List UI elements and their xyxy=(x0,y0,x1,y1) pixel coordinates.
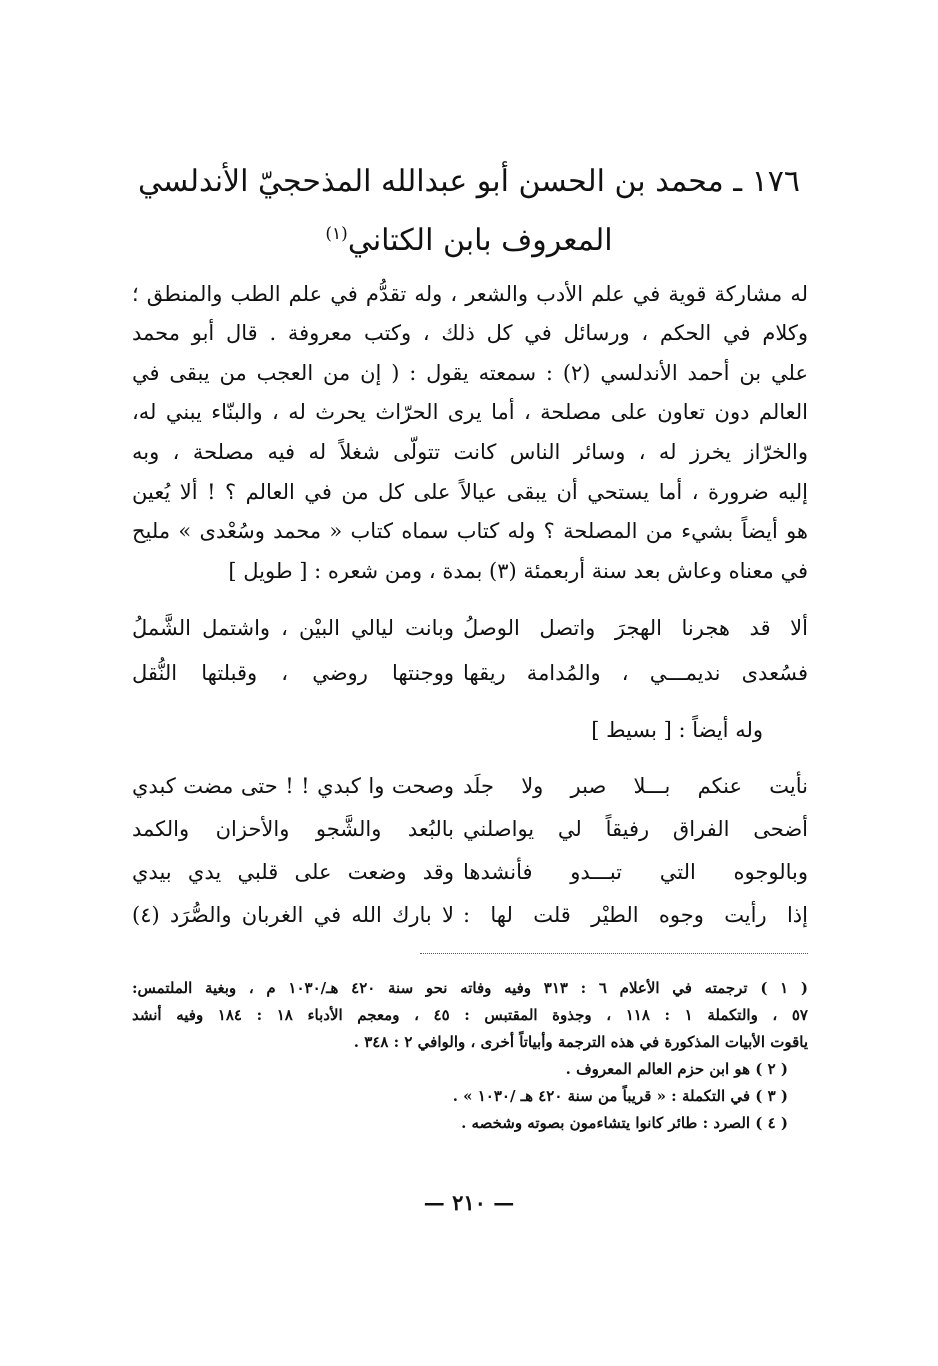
poem2-verse4-second-hemistich: لا بارك الله في الغربان والصُّرَد (٤) xyxy=(132,903,454,927)
poem2-verse3-first-hemistich: وبالوجوه التي تبـــدو فأنشدها xyxy=(463,860,808,884)
poem2-verse1-second-hemistich: وصحت وا كبدي ! ! حتى مضت كبدي xyxy=(132,774,454,798)
entry-heading xyxy=(110,163,828,201)
poem2-intro: وله أيضاً : [ بسيط ] xyxy=(591,718,763,742)
footnote-line: ( ٤ ) الصرد : طائر كانوا يتشاءمون بصوته وشخصه . xyxy=(461,1114,788,1132)
poem1-verse2-second-hemistich: ووجنتها روضي ، وقبلتها النُّقل xyxy=(132,661,454,685)
body-line: إليه ضرورة ، أما يستحي أن يبقى عيالاً على كل من في العالم ؟ ! ألا يُعين xyxy=(132,480,808,504)
poem1-verse1-second-hemistich: وبانت ليالي البيْن ، واشتمل الشَّملُ xyxy=(132,616,454,640)
page-number: — ٢١٠ — xyxy=(423,1190,515,1215)
body-line: هو أيضاً بشيء من المصلحة ؟ وله كتاب سماه كتاب « محمد وسُعْدى » مليح xyxy=(132,519,808,543)
poem2-verse2-second-hemistich: بالبُعد والشَّجو والأحزان والكمد xyxy=(132,817,454,841)
poem1-verse1-first-hemistich: ألا قد هجرنا الهجرَ واتصل الوصلُ xyxy=(463,616,808,640)
poem1-verse2-first-hemistich: فسُعدى نديمـــي ، والمُدامة ريقها xyxy=(463,661,808,685)
body-line: علي بن أحمد الأندلسي (٢) : سمعته يقول : ( إن من العجب من يبقى في xyxy=(132,361,808,385)
body-line: له مشاركة قوية في علم الأدب والشعر ، وله تقدُّم في علم الطب والمنطق ؛ xyxy=(132,282,808,306)
footnote-line: ٥٧ ، والتكملة ١ : ١١٨ ، وجذوة المقتبس : ٤٥ ، ومعجم الأدباء ١٨ : ١٨٤ وفيه أنشد xyxy=(132,1006,808,1024)
entry-subheading xyxy=(110,215,828,260)
footnote-ref: (١) xyxy=(325,224,348,244)
footnote-line: ( ١ ) ترجمته في الأعلام ٦ : ٣١٣ وفيه وفاته نحو سنة ٤٢٠ هـ/١٠٣٠ م ، وبغية الملتمس: xyxy=(132,979,808,997)
entry-heading-line1: ١٧٦ ـ محمد بن الحسن أبو عبدالله المذحجيّ الأندلسي xyxy=(138,164,800,199)
poem2-verse3-second-hemistich: وقد وضعت على قلبي يدي بيدي xyxy=(132,860,454,884)
body-line-meter: في معناه وعاش بعد سنة أربعمئة (٣) بمدة ، ومن شعره : [ طويل ] xyxy=(228,559,808,583)
entry-heading-line2: المعروف بابن الكتاني xyxy=(347,223,613,258)
body-line: والخرّاز يخرز له ، وسائر الناس كانت تتولّى شغلاً له فيه مصلحة ، وبه xyxy=(132,440,808,464)
poem2-verse1-first-hemistich: نأيت عنكم بـــلا صبر ولا جلَد xyxy=(463,774,808,798)
footnote-divider xyxy=(420,953,808,954)
footnote-line: ياقوت الأبيات المذكورة في هذه الترجمة وأبياتاً أخرى ، والوافي ٢ : ٣٤٨ . xyxy=(353,1033,808,1051)
body-line: وكلام في الحكم ، ورسائل في كل ذلك ، وكتب معروفة . قال أبو محمد xyxy=(132,321,808,345)
poem2-verse4-first-hemistich: إذا رأيت وجوه الطيْر قلت لها : xyxy=(463,903,808,927)
poem2-verse2-first-hemistich: أضحى الفراق رفيقاً لي يواصلني xyxy=(463,817,808,841)
body-line: العالم دون تعاون على مصلحة ، أما يرى الحرّاث يحرث له ، والبنّاء يبني له، xyxy=(132,400,808,424)
footnote-line: ( ٢ ) هو ابن حزم العالم المعروف . xyxy=(565,1060,788,1078)
footnote-line: ( ٣ ) في التكملة : « قريباً من سنة ٤٢٠ هـ /١٠٣٠ » . xyxy=(452,1087,788,1105)
